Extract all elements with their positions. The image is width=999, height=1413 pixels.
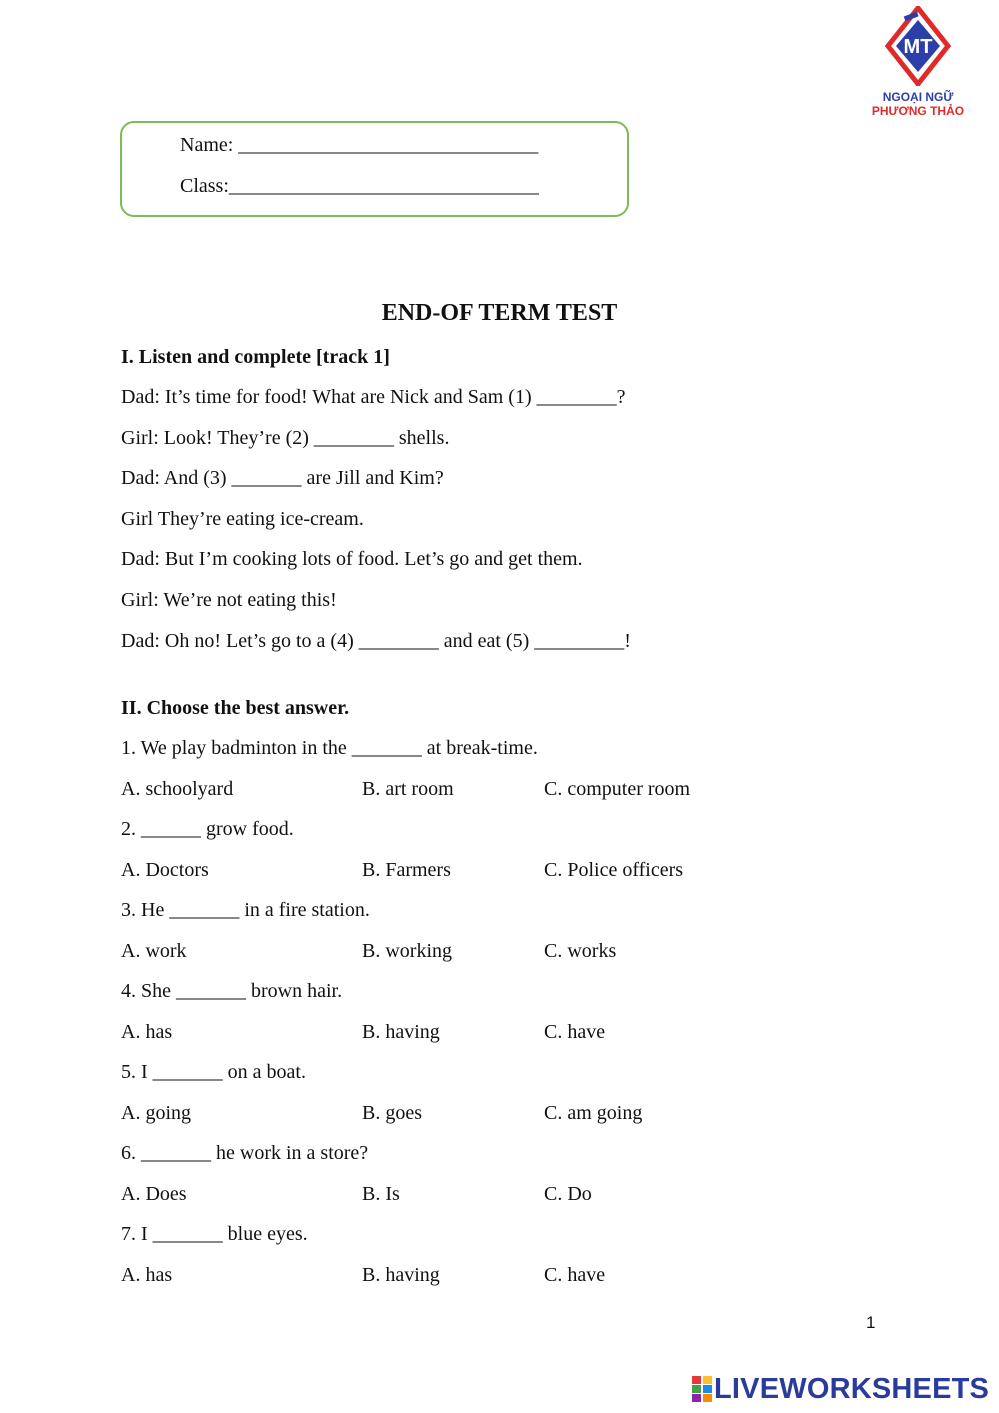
- question-text: 3. He _______ in a fire station.: [121, 899, 370, 921]
- question-text: 1. We play badminton in the _______ at break-time.: [121, 737, 538, 759]
- dialogue-line: Dad: It’s time for food! What are Nick and Sam (1) ________?: [121, 386, 626, 408]
- option-a[interactable]: A. has: [121, 1264, 173, 1286]
- option-a[interactable]: A. has: [121, 1021, 173, 1043]
- question-text: 5. I _______ on a boat.: [121, 1061, 306, 1083]
- option-b[interactable]: B. Is: [362, 1183, 400, 1205]
- page-title: END-OF TERM TEST: [381, 300, 618, 326]
- option-a[interactable]: A. Doctors: [121, 859, 209, 881]
- option-c[interactable]: C. have: [544, 1021, 606, 1043]
- option-b[interactable]: B. working: [362, 940, 452, 962]
- option-c[interactable]: C. Do: [544, 1183, 592, 1205]
- option-c[interactable]: C. Police officers: [544, 859, 684, 881]
- dialogue-line: Dad: And (3) _______ are Jill and Kim?: [121, 467, 444, 489]
- section1-heading: I. Listen and complete [track 1]: [121, 346, 390, 368]
- option-c[interactable]: C. works: [544, 940, 617, 962]
- option-a[interactable]: A. work: [121, 940, 187, 962]
- dialogue-line: Girl: Look! They’re (2) ________ shells.: [121, 427, 450, 449]
- question-text: 2. ______ grow food.: [121, 818, 294, 840]
- logo-line-1: NGOẠI NGỮ: [882, 90, 954, 104]
- question-text: 7. I _______ blue eyes.: [121, 1223, 308, 1245]
- option-c[interactable]: C. have: [544, 1264, 606, 1286]
- class-field[interactable]: Class:_______________________________: [180, 175, 539, 197]
- option-c[interactable]: C. computer room: [544, 778, 691, 800]
- brand-tiles-icon: [692, 1376, 712, 1402]
- brand-text: LIVEWORKSHEETS: [714, 1373, 990, 1405]
- option-a[interactable]: A. Does: [121, 1183, 187, 1205]
- svg-text:MT: MT: [903, 36, 933, 58]
- option-a[interactable]: A. schoolyard: [121, 778, 234, 800]
- logo-line-2: PHƯƠNG THẢO: [871, 104, 965, 118]
- option-c[interactable]: C. am going: [544, 1102, 643, 1124]
- dialogue-line: Girl: We’re not eating this!: [121, 589, 337, 611]
- option-b[interactable]: B. Farmers: [362, 859, 451, 881]
- section2-heading: II. Choose the best answer.: [121, 697, 350, 719]
- option-a[interactable]: A. going: [121, 1102, 191, 1124]
- dialogue-line: Dad: Oh no! Let’s go to a (4) ________ and eat (5) _________!: [121, 630, 631, 652]
- option-b[interactable]: B. art room: [362, 778, 454, 800]
- name-field[interactable]: Name: ______________________________: [180, 134, 539, 156]
- page-number: 1: [866, 1313, 876, 1332]
- question-text: 4. She _______ brown hair.: [121, 980, 343, 1002]
- dialogue-line: Girl They’re eating ice-cream.: [121, 508, 364, 530]
- mt-logo-icon: [884, 6, 952, 86]
- option-b[interactable]: B. goes: [362, 1102, 422, 1124]
- publisher-logo: [862, 6, 974, 122]
- option-b[interactable]: B. having: [362, 1021, 440, 1043]
- question-text: 6. _______ he work in a store?: [121, 1142, 369, 1164]
- dialogue-line: Dad: But I’m cooking lots of food. Let’s go and get them.: [121, 548, 583, 570]
- option-b[interactable]: B. having: [362, 1264, 440, 1286]
